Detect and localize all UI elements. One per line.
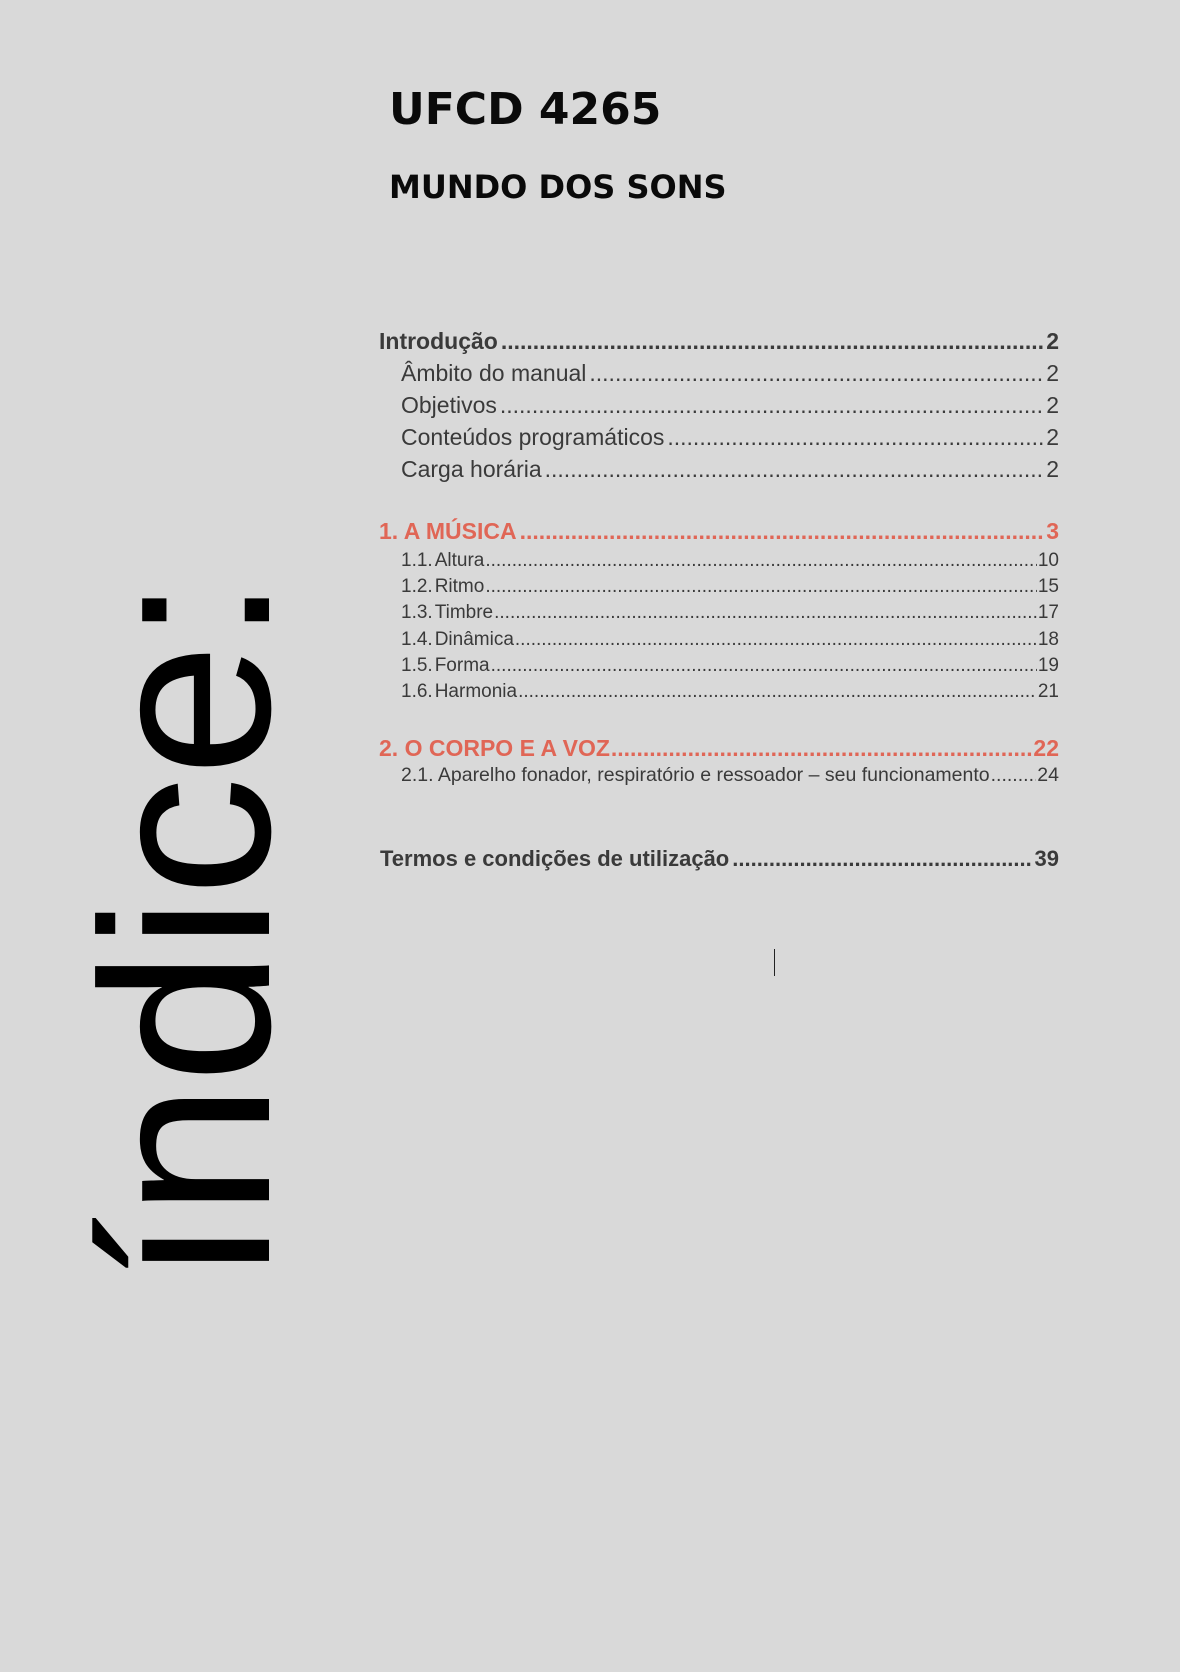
toc-entry-number: 1.3. [401, 602, 433, 623]
toc-entry-label: 1. A MÚSICA [379, 518, 517, 544]
toc-entry-ambito[interactable] [401, 360, 1059, 387]
toc-entry-label: Dinâmica [434, 629, 514, 650]
index-side-heading: índice: [52, 576, 320, 1284]
toc-entry-page: 15 [1037, 576, 1059, 597]
toc-entry-number: 1.2. [401, 576, 433, 597]
toc-entry-conteudos[interactable] [401, 424, 1059, 451]
toc-entry-label: Forma [434, 655, 490, 676]
toc-leader-dots [500, 392, 1043, 419]
toc-entry-page: 2 [1046, 456, 1059, 482]
toc-entry-label-group [401, 681, 517, 703]
toc-entry-2-1[interactable] [401, 764, 1059, 787]
toc-entry-label: Introdução [379, 328, 498, 354]
toc-entry-label: Âmbito do manual [401, 360, 587, 386]
toc-leader-dots [485, 576, 1037, 598]
toc-entry-label-group [401, 550, 484, 572]
toc-entry-1-4[interactable] [401, 629, 1059, 651]
toc-entry-page: 3 [1046, 518, 1059, 544]
toc-leader-dots [518, 681, 1037, 703]
toc-leader-dots [611, 735, 1033, 762]
toc-entry-page: 18 [1037, 629, 1059, 650]
toc-entry-chapter-1[interactable] [379, 518, 1059, 545]
toc-entry-1-1[interactable] [401, 550, 1059, 572]
toc-entry-page: 17 [1037, 602, 1059, 623]
toc-entry-label-group [401, 629, 514, 651]
toc-entry-page: 19 [1037, 655, 1059, 676]
toc-leader-dots [485, 550, 1037, 572]
toc-entry-termos[interactable] [380, 846, 1059, 872]
toc-entry-objetivos[interactable] [401, 392, 1059, 419]
toc-entry-label-group [401, 602, 493, 624]
toc-entry-introducao[interactable] [379, 328, 1059, 355]
toc-leader-dots [991, 764, 1037, 787]
toc-entry-label: Objetivos [401, 392, 497, 418]
toc-leader-dots [667, 424, 1043, 451]
toc-entry-page: 2 [1046, 360, 1059, 386]
text-caret [774, 949, 775, 976]
toc-entry-number: 1.6. [401, 681, 433, 702]
toc-entry-number: 1.4. [401, 629, 433, 650]
toc-leader-dots [491, 655, 1037, 677]
toc-entry-1-6[interactable] [401, 681, 1059, 703]
toc-entry-label: Altura [434, 550, 485, 571]
toc-entry-label-group [401, 576, 484, 598]
toc-entry-label: Harmonia [434, 681, 518, 702]
toc-entry-label: Carga horária [401, 456, 542, 482]
toc-entry-carga-horaria[interactable] [401, 456, 1059, 483]
toc-entry-page: 39 [1034, 846, 1059, 871]
toc-entry-label: Timbre [434, 602, 494, 623]
toc-entry-label: Termos e condições de utilização [380, 846, 730, 871]
toc-leader-dots [545, 456, 1044, 483]
document-code-title: UFCD 4265 [389, 84, 662, 135]
toc-leader-dots [732, 846, 1031, 872]
toc-entry-label-group [401, 655, 490, 677]
toc-entry-page: 24 [1037, 764, 1059, 786]
toc-entry-label: Conteúdos programáticos [401, 424, 665, 450]
toc-entry-page: 10 [1037, 550, 1059, 571]
toc-leader-dots [494, 602, 1037, 624]
toc-entry-page: 2 [1046, 424, 1059, 450]
toc-entry-1-3[interactable] [401, 602, 1059, 624]
toc-leader-dots [589, 360, 1043, 387]
toc-entry-number: 1.1. [401, 550, 433, 571]
toc-entry-page: 21 [1037, 681, 1059, 702]
toc-entry-label: Ritmo [434, 576, 485, 597]
toc-leader-dots [515, 629, 1037, 651]
toc-leader-dots [520, 518, 1044, 545]
toc-entry-label: 2.1. Aparelho fonador, respiratório e ressoador – seu funcionamento [401, 764, 990, 786]
toc-entry-number: 1.5. [401, 655, 433, 676]
toc-entry-1-5[interactable] [401, 655, 1059, 677]
toc-entry-page: 2 [1046, 392, 1059, 418]
toc-entry-label: 2. O CORPO E A VOZ [379, 735, 610, 761]
toc-entry-page: 22 [1033, 735, 1059, 761]
toc-entry-page: 2 [1046, 328, 1059, 354]
toc-entry-1-2[interactable] [401, 576, 1059, 598]
toc-leader-dots [501, 328, 1043, 355]
document-subtitle: MUNDO DOS SONS [389, 168, 727, 206]
toc-entry-chapter-2[interactable] [379, 735, 1059, 762]
